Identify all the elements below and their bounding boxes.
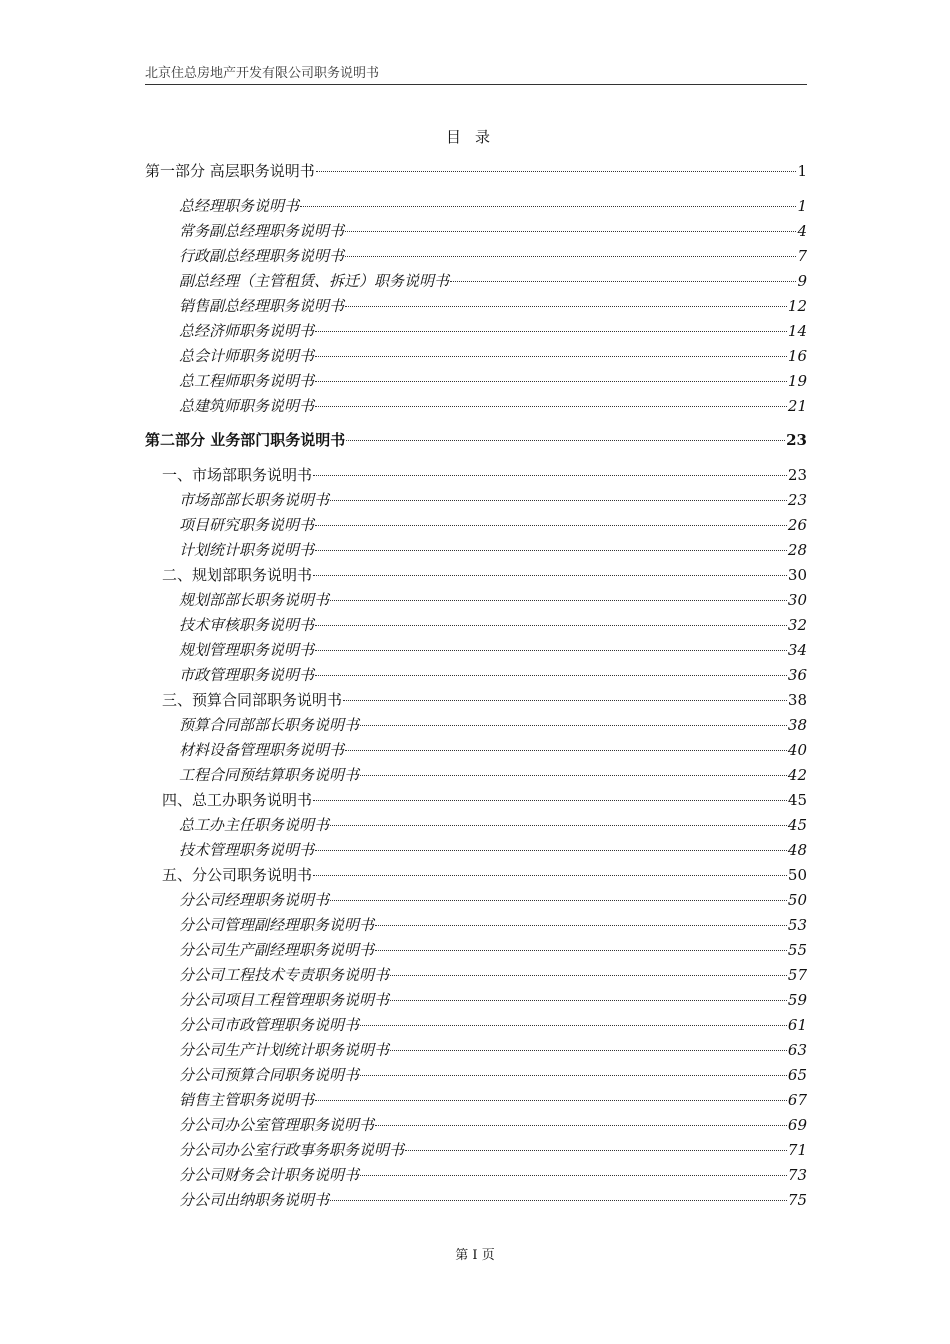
toc-entry[interactable] [179,345,807,367]
toc-entry-page-number: 23 [786,431,807,449]
toc-dot-leader [360,1025,787,1026]
toc-entry-title: 常务副总经理职务说明书 [179,222,345,240]
toc-entry[interactable] [162,864,807,886]
toc-entry-title: 分公司项目工程管理职务说明书 [179,991,390,1009]
toc-entry-title: 预算合同部部长职务说明书 [179,716,360,734]
toc-entry-title: 总经济师职务说明书 [179,322,315,340]
toc-entry[interactable] [179,889,807,911]
toc-dot-leader [315,525,787,526]
toc-entry[interactable] [179,514,807,536]
toc-entry[interactable] [179,1014,807,1036]
toc-entry-page-number: 9 [797,272,807,290]
toc-entry-title: 行政副总经理职务说明书 [179,247,345,265]
toc-entry-page-number: 75 [787,1191,807,1209]
toc-entry[interactable] [179,320,807,342]
toc-entry-title: 分公司工程技术专责职务说明书 [179,966,390,984]
running-header [145,66,807,85]
toc-entry[interactable] [179,489,807,511]
toc-dot-leader [343,700,787,701]
toc-dot-leader [330,1200,787,1201]
toc-dot-leader [390,975,787,976]
toc-entry[interactable] [179,1189,807,1211]
toc-dot-leader [360,1075,787,1076]
toc-entry-page-number: 38 [787,691,807,709]
toc-entry[interactable] [179,614,807,636]
toc-dot-leader [315,1100,787,1101]
page-title: 目录 [445,128,504,146]
toc-entry[interactable] [162,689,807,711]
toc-entry-title: 分公司生产计划统计职务说明书 [179,1041,390,1059]
toc-entry-page-number: 50 [787,891,807,909]
toc-dot-leader [313,575,787,576]
toc-dot-leader [315,650,787,651]
toc-entry[interactable] [179,245,807,267]
toc-entry-title: 四、总工办职务说明书 [162,791,313,809]
toc-entry-page-number: 42 [787,766,807,784]
toc-dot-leader [360,725,787,726]
toc-entry-title: 总工办主任职务说明书 [179,816,330,834]
toc-entry-page-number: 55 [787,941,807,959]
toc-entry[interactable] [162,789,807,811]
toc-entry-page-number: 28 [787,541,807,559]
toc-entry[interactable] [179,370,807,392]
toc-entry-page-number: 61 [787,1016,807,1034]
toc-entry-page-number: 30 [787,566,807,584]
toc-entry-page-number: 23 [787,491,807,509]
toc-entry-page-number: 69 [787,1116,807,1134]
toc-entry-page-number: 73 [787,1166,807,1184]
toc-dot-leader [300,206,796,207]
toc-entry[interactable] [179,395,807,417]
toc-dot-leader [346,440,785,441]
toc-dot-leader [315,675,787,676]
toc-dot-leader [375,925,787,926]
toc-dot-leader [360,775,787,776]
toc-entry-title: 第一部分 高层职务说明书 [145,162,315,180]
toc-dot-leader [330,600,787,601]
toc-entry-page-number: 21 [787,397,807,415]
toc-entry-title: 五、分公司职务说明书 [162,866,313,884]
toc-entry[interactable] [145,160,807,182]
toc-entry-title: 副总经理（主管租赁、拆迁）职务说明书 [179,272,450,290]
toc-entry-title: 分公司出纳职务说明书 [179,1191,330,1209]
toc-entry[interactable] [179,270,807,292]
toc-dot-leader [315,625,787,626]
toc-dot-leader [315,356,787,357]
toc-entry-page-number: 14 [787,322,807,340]
toc-dot-leader [450,281,796,282]
toc-dot-leader [345,750,787,751]
toc-entry[interactable] [179,814,807,836]
toc-entry-title: 分公司市政管理职务说明书 [179,1016,360,1034]
toc-entry-title: 三、预算合同部职务说明书 [162,691,343,709]
toc-entry-title: 规划管理职务说明书 [179,641,315,659]
toc-entry-title: 市场部部长职务说明书 [179,491,330,509]
toc-entry[interactable] [179,739,807,761]
toc-dot-leader [316,171,797,172]
toc-entry-page-number: 48 [787,841,807,859]
toc-entry[interactable] [179,1114,807,1136]
toc-entry-title: 计划统计职务说明书 [179,541,315,559]
toc-entry-page-number: 59 [787,991,807,1009]
toc-entry-title: 第二部分 业务部门职务说明书 [145,431,346,449]
toc-entry-title: 一、市场部职务说明书 [162,466,313,484]
toc-entry[interactable] [179,939,807,961]
toc-entry-page-number: 71 [787,1141,807,1159]
toc-dot-leader [313,800,787,801]
toc-entry[interactable] [179,914,807,936]
toc-entry-title: 分公司生产副经理职务说明书 [179,941,375,959]
toc-entry[interactable] [179,195,807,217]
toc-entry-title: 分公司经理职务说明书 [179,891,330,909]
toc-dot-leader [375,950,787,951]
toc-entry[interactable] [162,564,807,586]
toc-entry-title: 总会计师职务说明书 [179,347,315,365]
toc-entry[interactable] [179,1089,807,1111]
toc-entry-title: 销售副总经理职务说明书 [179,297,345,315]
toc-entry-page-number: 40 [787,741,807,759]
toc-entry-title: 分公司办公室行政事务职务说明书 [179,1141,405,1159]
toc-entry-title: 项目研究职务说明书 [179,516,315,534]
toc-entry-title: 规划部部长职务说明书 [179,591,330,609]
toc-entry[interactable] [179,639,807,661]
toc-entry-page-number: 45 [787,791,807,809]
toc-dot-leader [345,256,796,257]
toc-entry-page-number: 63 [787,1041,807,1059]
toc-dot-leader [315,331,787,332]
toc-entry[interactable] [179,764,807,786]
toc-entry[interactable] [162,464,807,486]
toc-dot-leader [330,825,787,826]
toc-dot-leader [313,875,787,876]
toc-entry-page-number: 23 [787,466,807,484]
toc-entry-title: 总建筑师职务说明书 [179,397,315,415]
toc-dot-leader [360,1175,787,1176]
toc-entry[interactable] [179,295,807,317]
toc-dot-leader [315,406,787,407]
toc-entry-page-number: 45 [787,816,807,834]
toc-entry-page-number: 26 [787,516,807,534]
page-number-footer: 第 I 页 [455,1248,495,1263]
toc-entry-page-number: 67 [787,1091,807,1109]
toc-entry-title: 销售主管职务说明书 [179,1091,315,1109]
toc-dot-leader [330,900,787,901]
toc-entry[interactable] [179,664,807,686]
toc-entry-page-number: 38 [787,716,807,734]
toc-dot-leader [315,550,787,551]
toc-entry-title: 分公司办公室管理职务说明书 [179,1116,375,1134]
toc-dot-leader [345,306,787,307]
toc-dot-leader [315,381,787,382]
toc-entry-page-number: 12 [787,297,807,315]
toc-entry[interactable] [179,589,807,611]
toc-entry[interactable] [179,1139,807,1161]
toc-entry-page-number: 19 [787,372,807,390]
toc-entry[interactable] [179,714,807,736]
toc-entry-page-number: 16 [787,347,807,365]
toc-dot-leader [390,1050,787,1051]
toc-entry-page-number: 1 [797,162,807,180]
toc-entry-page-number: 53 [787,916,807,934]
toc-entry-title: 总经理职务说明书 [179,197,300,215]
toc-entry-page-number: 1 [797,197,807,215]
toc-entry-title: 技术管理职务说明书 [179,841,315,859]
toc-entry-title: 市政管理职务说明书 [179,666,315,684]
toc-entry-page-number: 30 [787,591,807,609]
running-header-text: 北京住总房地产开发有限公司职务说明书 [145,66,380,81]
toc-entry-title: 分公司财务会计职务说明书 [179,1166,360,1184]
toc-entry[interactable] [179,220,807,242]
toc-entry-page-number: 65 [787,1066,807,1084]
toc-entry[interactable] [179,964,807,986]
toc-entry[interactable] [179,839,807,861]
toc-entry-title: 材料设备管理职务说明书 [179,741,345,759]
toc-entry-title: 工程合同预结算职务说明书 [179,766,360,784]
toc-entry[interactable] [145,429,807,451]
toc-entry-page-number: 7 [797,247,807,265]
toc-dot-leader [313,475,787,476]
toc-entry-title: 分公司预算合同职务说明书 [179,1066,360,1084]
toc-dot-leader [345,231,796,232]
toc-entry-title: 技术审核职务说明书 [179,616,315,634]
toc-entry-page-number: 50 [787,866,807,884]
toc-dot-leader [405,1150,787,1151]
toc-entry-title: 总工程师职务说明书 [179,372,315,390]
toc-entry-page-number: 36 [787,666,807,684]
toc-entry-title: 二、规划部职务说明书 [162,566,313,584]
toc-entry[interactable] [179,1039,807,1061]
toc-dot-leader [375,1125,787,1126]
toc-entry-page-number: 32 [787,616,807,634]
toc-entry[interactable] [179,1064,807,1086]
toc-dot-leader [330,500,787,501]
toc-dot-leader [390,1000,787,1001]
toc-entry-page-number: 4 [797,222,807,240]
toc-entry[interactable] [179,989,807,1011]
toc-entry-page-number: 34 [787,641,807,659]
toc-entry[interactable] [179,1164,807,1186]
toc-entry-page-number: 57 [787,966,807,984]
toc-entry[interactable] [179,539,807,561]
toc-entry-title: 分公司管理副经理职务说明书 [179,916,375,934]
toc-dot-leader [315,850,787,851]
